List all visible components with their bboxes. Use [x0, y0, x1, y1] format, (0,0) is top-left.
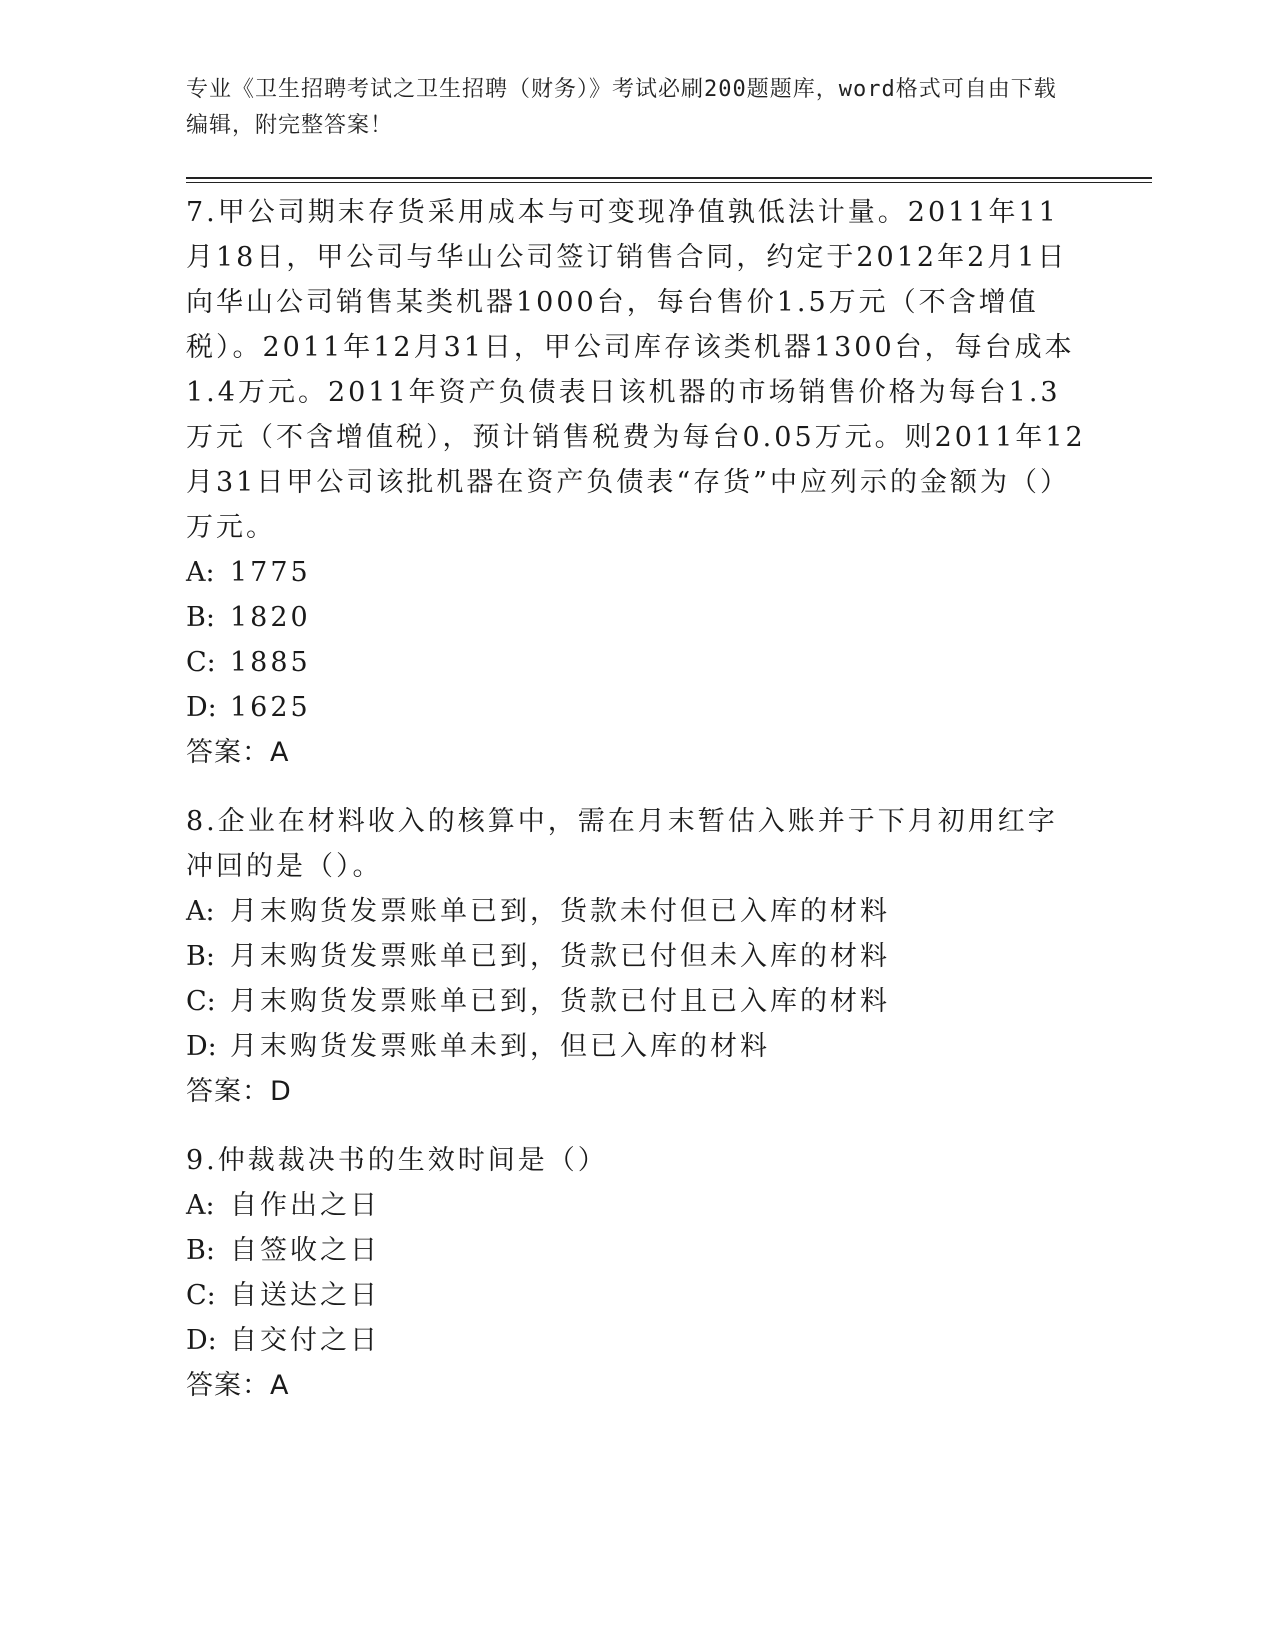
question-text: 8.企业在材料收入的核算中，需在月末暂估入账并于下月初用红字冲回的是（）。 [186, 806, 1058, 882]
question-text: 9.仲裁裁决书的生效时间是（） [186, 1145, 608, 1176]
question-7 [186, 190, 1086, 775]
question-list [186, 190, 1086, 1432]
option-text: 自作出之日 [230, 1190, 380, 1221]
option-d [186, 1024, 1086, 1069]
option-letter: A: [186, 557, 215, 588]
option-b [186, 934, 1086, 979]
option-c [186, 640, 1086, 685]
option-a [186, 550, 1086, 595]
option-letter: C: [186, 986, 216, 1017]
option-a [186, 1183, 1086, 1228]
option-letter: D: [186, 1031, 217, 1062]
option-letter: C: [186, 647, 216, 678]
option-text: 月末购货发票账单未到，但已入库的材料 [230, 1031, 770, 1062]
option-letter: C: [186, 1280, 216, 1311]
option-letter: B: [186, 602, 215, 633]
option-letter: D: [186, 692, 217, 723]
page-header: 专业《卫生招聘考试之卫生招聘（财务）》考试必刷200题题库，word格式可自由下载编辑，附完整答案！ [186, 77, 1057, 138]
option-text: 自送达之日 [230, 1280, 380, 1311]
question-text: 7.甲公司期末存货采用成本与可变现净值孰低法计量。2011年11月18日，甲公司与华山公司签订销售合同，约定于2012年2月1日向华山公司销售某类机器1000台，每台售价1.5万元（不含增值税）。2011年12月31日，甲公司库存该类机器1300台，每台成本1.4万元。2011年资产负债表日该机器的市场销售价格为每台1.3万元（不含增值税），预计销售税费为每台0.05万元。则2011年12月31日甲公司该批机器在资产负债表“存货”中应列示的金额为（）万元。 [186, 197, 1086, 543]
option-letter: B: [186, 1235, 215, 1266]
option-text: 1775 [230, 557, 311, 588]
answer-label: 答案：A [186, 1370, 290, 1401]
option-text: 1820 [230, 602, 311, 633]
option-letter: A: [186, 896, 215, 927]
header-divider-thin [186, 182, 1152, 183]
option-letter: D: [186, 1325, 217, 1356]
question-9 [186, 1138, 1086, 1408]
question-8 [186, 799, 1086, 1114]
option-b [186, 1228, 1086, 1273]
answer-label: 答案：D [186, 1076, 292, 1107]
option-text: 月末购货发票账单已到，货款已付但未入库的材料 [230, 941, 890, 972]
option-a [186, 889, 1086, 934]
option-text: 自签收之日 [230, 1235, 380, 1266]
header-divider-thick [186, 177, 1152, 179]
option-text: 1625 [230, 692, 311, 723]
option-text: 自交付之日 [230, 1325, 380, 1356]
option-text: 月末购货发票账单已到，货款已付且已入库的材料 [230, 986, 890, 1017]
option-letter: A: [186, 1190, 215, 1221]
option-text: 月末购货发票账单已到，货款未付但已入库的材料 [230, 896, 890, 927]
option-d [186, 1318, 1086, 1363]
option-b [186, 595, 1086, 640]
option-letter: B: [186, 941, 215, 972]
option-c [186, 979, 1086, 1024]
answer-label: 答案：A [186, 737, 290, 768]
option-text: 1885 [230, 647, 311, 678]
option-c [186, 1273, 1086, 1318]
option-d [186, 685, 1086, 730]
